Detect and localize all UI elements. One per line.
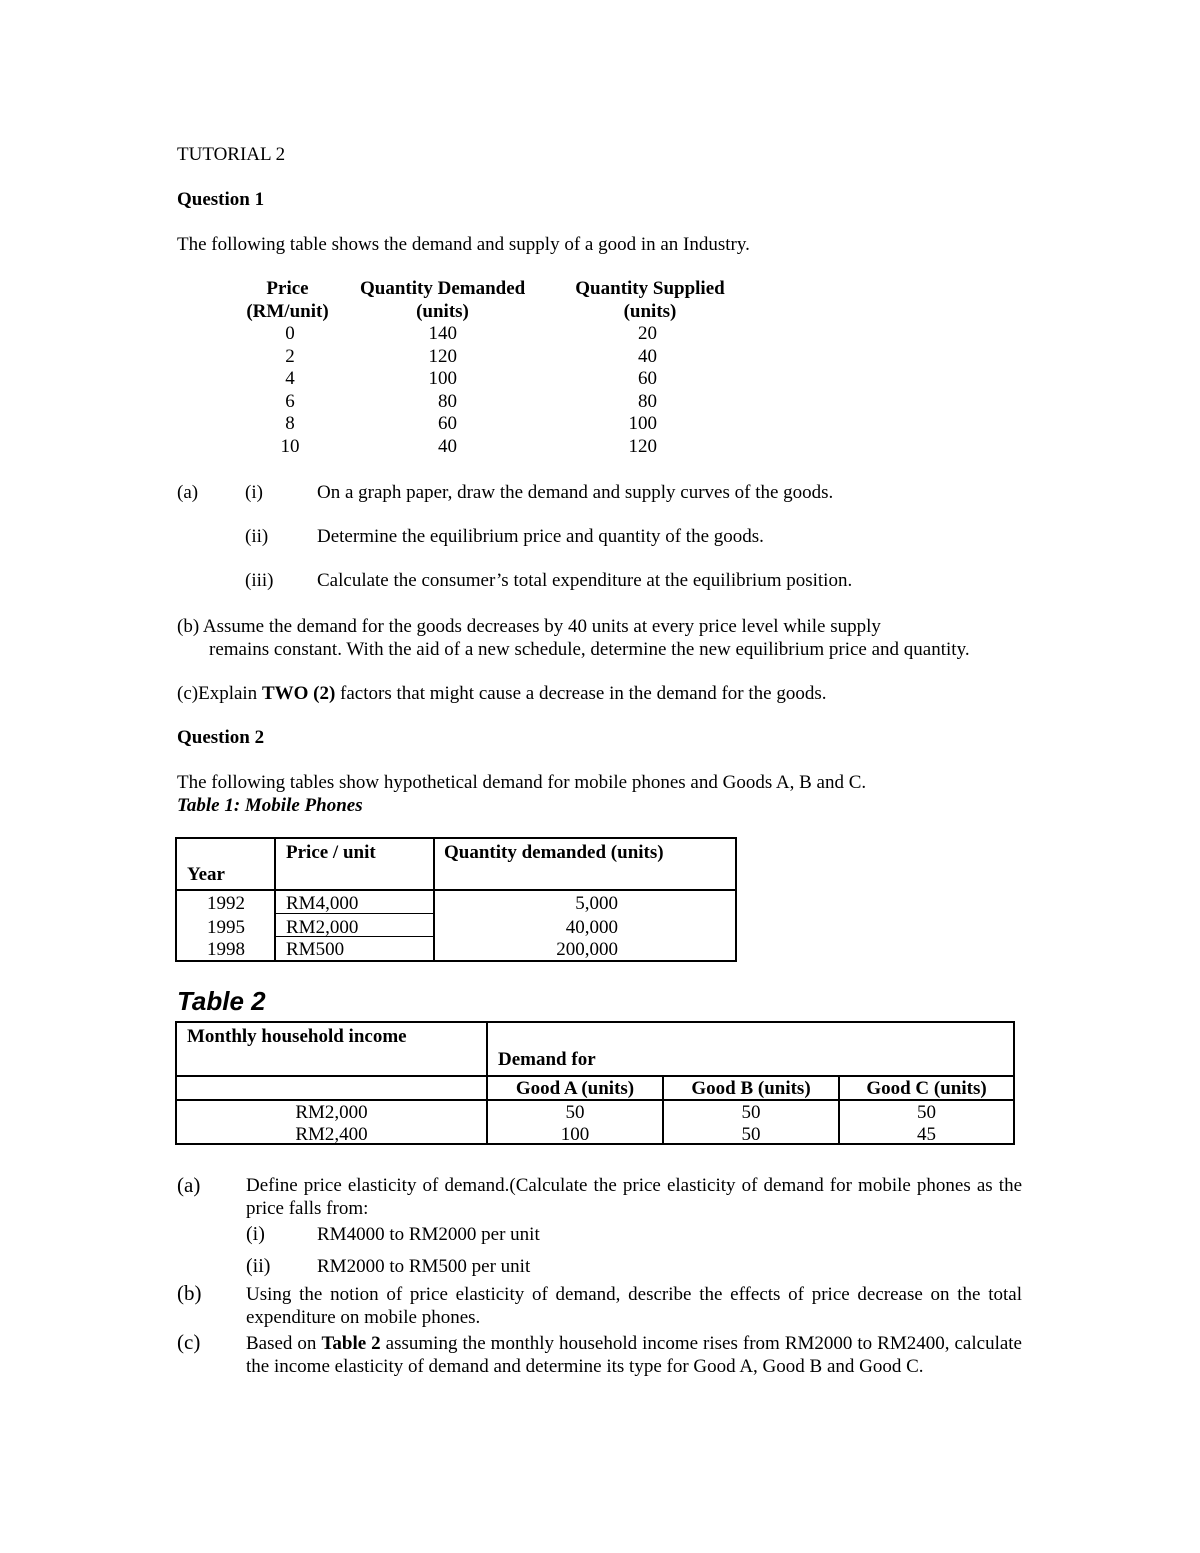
- q2-part-a-label: (a): [177, 1173, 201, 1197]
- q1-a-i-text: On a graph paper, draw the demand and supply curves of the goods.: [317, 482, 834, 503]
- header-quantity-demanded: Quantity Demanded: [360, 278, 526, 299]
- q2-part-c-text: Based on Table 2 assuming the monthly household income rises from RM2000 to RM2400, calculate the income elasticity of demand and determine its type for Good A, Good B and Good C.: [246, 1333, 1022, 1377]
- q1-a-i-number: (i): [245, 482, 263, 503]
- table-2-header-demand: Demand for: [498, 1049, 596, 1070]
- question-2-heading: Question 2: [177, 727, 265, 748]
- q2-a-ii-text: RM2000 to RM500 per unit: [317, 1256, 531, 1277]
- q1-a-ii-text: Determine the equilibrium price and quantity of the goods.: [317, 526, 764, 547]
- q2-a-i-text: RM4000 to RM2000 per unit: [317, 1224, 540, 1245]
- header-quantity-demanded-unit: (units): [416, 301, 469, 322]
- q1-part-c: (c)Explain TWO (2) factors that might cause a decrease in the demand for the goods.: [177, 683, 827, 704]
- q1-part-a-label: (a): [177, 482, 199, 503]
- table-2-header-good-a: Good A (units): [515, 1078, 635, 1099]
- table-1-caption: Table 1: Mobile Phones: [177, 795, 363, 816]
- header-price-unit: (RM/unit): [246, 301, 329, 322]
- table-2-header-income: Monthly household income: [187, 1026, 407, 1047]
- table-2-caption: Table 2: [177, 986, 266, 1016]
- page-title: TUTORIAL 2: [177, 144, 286, 165]
- q2-a-ii-number: (ii): [246, 1255, 271, 1277]
- question-1-heading: Question 1: [177, 189, 265, 210]
- q1-a-iii-text: Calculate the consumer’s total expenditure at the equilibrium position.: [317, 570, 853, 591]
- document-page: TUTORIAL 2 Question 1 The following table shows the demand and supply of a good in an Industry. Price (RM/unit) Quantity Demanded (units) Quantity Supplied (units) 0 140 20 2 120 40 4 100 60 6 80 80 8 60 100 10 40 120 (a) (i) On a graph paper, draw the demand and supply curves of the goods. (ii) Determine the equilibrium price and quantity of the goods. (iii) Calculate the consumer’s total expenditure at the equilibrium position. (b) Assume the demand for the goods decreases by 40 units at every price level while supply remains constant. With the aid of a new schedule, determine the new equilibrium price and quantity. (c)Explain TWO (2) factors that might cause a decrease in the demand for the goods. Question 2 The following tables show hypothetical demand for mobile phones and Goods A, B and C. Table 1: Mobile Phones Year Price / unit Quantity demanded (units) 1992 RM4,000 5,000 1995 RM2,000 40,000 1998 RM500 200,000 Table 2 Monthly household income Demand for Good A (units) Good B (units) Good C (units) RM2,000 50 50 50 RM2,400 100 50 45 (a) Define price elasticity of demand.(Calculate the price elasticity of demand for mobile phones as the price falls from: (i) RM4000 to RM2000 per unit (ii) RM2000 to RM500 per unit (b) Using the notion of price elasticity of demand, describe the effects of price decrease on the total expenditure on mobile phones. (c) Based on Table 2 assuming the monthly household income rises from RM2000 to RM2400, calculate the income elasticity of demand and determine its type for Good A, Good B and Good C.: [177, 144, 1022, 1377]
- q1-a-ii-number: (ii): [245, 526, 269, 547]
- table-1-header-price: Price / unit: [286, 842, 376, 863]
- table-2-header-good-c: Good C (units): [866, 1078, 987, 1099]
- table-1-header-year: Year: [187, 864, 225, 885]
- q2-part-b-label: (b): [177, 1281, 202, 1305]
- q1-part-b-line2: remains constant. With the aid of a new schedule, determine the new equilibrium price and quantity.: [209, 639, 970, 660]
- header-price: Price: [266, 278, 309, 299]
- question-1-intro: The following table shows the demand and supply of a good in an Industry.: [177, 234, 750, 255]
- q1-part-b-line1: (b) Assume the demand for the goods decreases by 40 units at every price level while supply: [177, 616, 881, 637]
- table-2-header-good-b: Good B (units): [691, 1078, 811, 1099]
- q2-a-i-number: (i): [246, 1223, 265, 1245]
- question-2-intro: The following tables show hypothetical demand for mobile phones and Goods A, B and C.: [177, 772, 867, 793]
- header-quantity-supplied: Quantity Supplied: [575, 278, 725, 299]
- q2-part-c-label: (c): [177, 1330, 201, 1354]
- table-1-header-quantity: Quantity demanded (units): [444, 842, 664, 863]
- q2-part-a-text: Define price elasticity of demand.(Calculate the price elasticity of demand for mobile phones as the price falls from:: [246, 1175, 1022, 1219]
- q2-part-b-text: Using the notion of price elasticity of demand, describe the effects of price decrease on the total expenditure on mobile phones.: [246, 1284, 1022, 1328]
- q1-a-iii-number: (iii): [245, 570, 274, 591]
- header-quantity-supplied-unit: (units): [623, 301, 677, 322]
